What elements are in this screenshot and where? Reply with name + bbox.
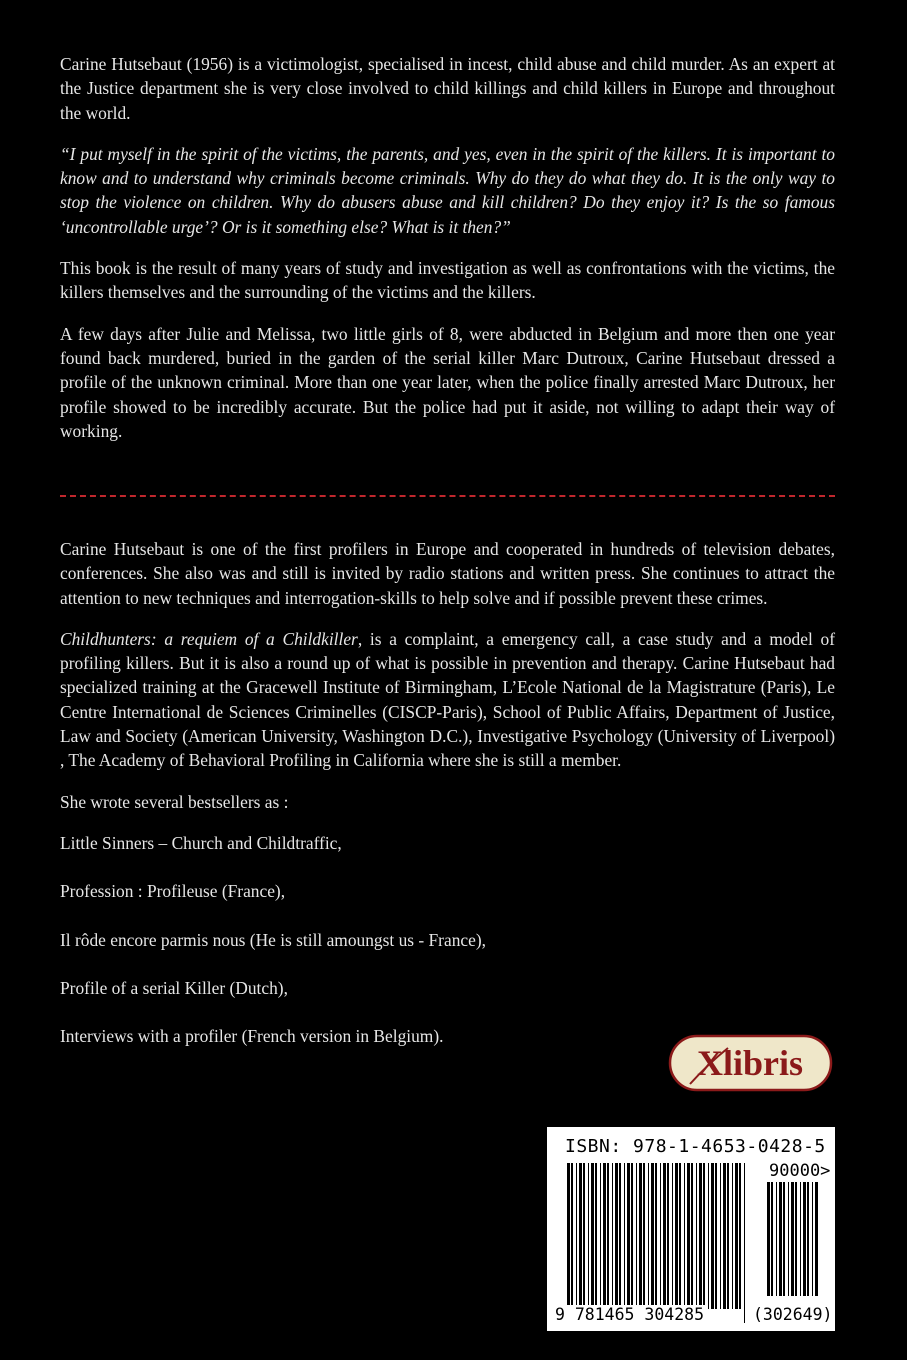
barcode-bar: [619, 1163, 621, 1309]
barcode-bar: [699, 1163, 702, 1309]
barcode-bar: [639, 1163, 642, 1309]
barcode-bar: [648, 1163, 649, 1309]
dutroux-case-paragraph: A few days after Julie and Melissa, two little girls of 8, were abducted in Belgium and more then one year found back murdered, buried in the garden of the serial killer Marc Dutroux, Carine Hutsebaut dressed a profile of the unknown criminal. More than one year later, when the police finally arrested Marc Dutroux, her profile showed to be incredibly accurate. But the police had put it aside, not willing to adapt their way of working.: [60, 323, 835, 441]
ean13-barcode-icon: [567, 1163, 749, 1323]
isbn-barcode-box: [547, 1127, 835, 1331]
barcode-bar: [739, 1163, 741, 1309]
barcode-bar: [583, 1163, 585, 1309]
bestseller-item: Profession : Profileuse (France),: [60, 881, 286, 902]
profiler-career-paragraph: Carine Hutsebaut is one of the first profilers in Europe and cooperated in hundreds of television debates, conferences. She also was and still is invited by radio stations and written press. She continues to attract the attention to new techniques and interrogation-skills to help solve and if possible prevent these crimes.: [60, 539, 835, 608]
barcode-bar: [595, 1163, 597, 1309]
book-description-text: , is a complaint, a emergency call, a case study and a model of profiling killers. But it is also a round up of what is possible in prevention and therapy. Carine Hutsebaut had specialized training at the Gracewell Institute of Birmingham, L’Ecole National de la Magistrature (Paris), Le Centre International de Sciences Criminelles (CISCP-Paris), School of Public Affairs, Department of Justice, Law and Society (American University, Washington D.C.), Investigative Psychology (University of Liverpool) , The Academy of Behavioral Profiling in California where she is still a member.: [60, 628, 836, 771]
barcode-bar: [767, 1182, 770, 1296]
publisher-name: Xlibris: [696, 1043, 804, 1083]
barcode-bar: [663, 1163, 666, 1309]
barcode-bar: [771, 1182, 773, 1296]
addon-digits: (302649): [753, 1305, 833, 1324]
author-quote-paragraph: “I put myself in the spirit of the victims, the parents, and yes, even in the spirit of the killers. It is important to know and to understand why criminals become criminals. Why do they do what they do. It is the only way to stop the violence on children. Why do abusers abuse and kill children? Do they enjoy it? Is the so famous ‘uncontrollable urge’? Or is it something else? What is it then?”: [60, 143, 835, 237]
blurb-top-section: [60, 52, 835, 460]
barcode-bar: [783, 1182, 785, 1296]
barcode-bar: [607, 1163, 609, 1309]
ean-digits: 9 781465 304285: [555, 1305, 705, 1324]
barcode-bar: [779, 1182, 782, 1296]
book-description-paragraph: [60, 627, 835, 773]
barcode-bar: [603, 1163, 606, 1309]
barcode-bar: [711, 1163, 714, 1309]
barcode-bar: [815, 1182, 818, 1296]
barcode-bar: [803, 1182, 806, 1296]
barcode-bar: [579, 1163, 582, 1309]
barcode-bar: [735, 1163, 738, 1309]
price-addon-barcode-icon: [767, 1182, 819, 1310]
barcode-bar: [812, 1182, 813, 1296]
xlibris-publisher-logo: [668, 1034, 833, 1092]
isbn-label: ISBN: 978-1-4653-0428-5: [565, 1136, 826, 1157]
barcode-bar: [703, 1163, 705, 1309]
barcode-bar: [723, 1163, 726, 1309]
price-code: 90000>: [769, 1161, 831, 1181]
barcode-bar: [636, 1163, 637, 1309]
barcode-bar: [691, 1163, 693, 1309]
barcode-bar: [800, 1182, 801, 1296]
barcode-bar: [732, 1163, 733, 1309]
barcode-bar: [567, 1163, 570, 1323]
barcode-bar: [600, 1163, 601, 1309]
barcode-bar: [795, 1182, 797, 1296]
barcode-bar: [791, 1182, 794, 1296]
barcode-bar: [667, 1163, 669, 1309]
barcode-bar: [744, 1163, 745, 1323]
barcode-bar: [651, 1163, 654, 1309]
barcode-bar: [715, 1163, 717, 1309]
bestseller-item: Il rôde encore parmis nous (He is still amoungst us - France),: [60, 929, 486, 950]
bestseller-item: Profile of a serial Killer (Dutch),: [60, 977, 288, 998]
barcode-bar: [788, 1182, 789, 1296]
barcode-bar: [727, 1163, 729, 1309]
barcode-bar: [571, 1163, 573, 1323]
book-title: Childhunters: a requiem of a Childkiller: [60, 628, 358, 649]
barcode-bar: [615, 1163, 618, 1309]
barcode-bar: [684, 1163, 685, 1309]
blurb-bottom-section: [60, 537, 835, 1072]
barcode-bar: [591, 1163, 594, 1309]
book-summary-paragraph: This book is the result of many years of study and investigation as well as confrontations with the victims, the killers themselves and the surrounding of the victims and the killers.: [60, 258, 835, 303]
barcode-bar: [655, 1163, 657, 1323]
barcode-bar: [660, 1163, 661, 1323]
bestseller-item: Little Sinners – Church and Childtraffic,: [60, 832, 342, 853]
barcode-bar: [807, 1182, 809, 1296]
barcode-bar: [612, 1163, 613, 1309]
barcode-bar: [675, 1163, 678, 1309]
barcode-bar: [776, 1182, 777, 1296]
barcode-bar: [576, 1163, 577, 1309]
red-dashed-divider: [60, 495, 835, 497]
barcode-bar: [588, 1163, 589, 1309]
barcode-bar: [624, 1163, 625, 1309]
barcode-bar: [708, 1163, 709, 1309]
barcode-bar: [720, 1163, 721, 1309]
barcode-bar: [672, 1163, 673, 1309]
bestsellers-intro: She wrote several bestsellers as :: [60, 791, 289, 812]
barcode-bar: [627, 1163, 630, 1309]
barcode-bar: [696, 1163, 697, 1309]
barcode-bar: [631, 1163, 633, 1309]
barcode-bar: [643, 1163, 645, 1309]
bestseller-item: Interviews with a profiler (French version in Belgium).: [60, 1026, 444, 1047]
author-bio-paragraph: Carine Hutsebaut (1956) is a victimologist, specialised in incest, child abuse and child murder. As an expert at the Justice department she is very close involved to child killings and child killers in Europe and throughout the world.: [60, 54, 835, 123]
barcode-bar: [679, 1163, 681, 1309]
barcode-bar: [687, 1163, 690, 1309]
